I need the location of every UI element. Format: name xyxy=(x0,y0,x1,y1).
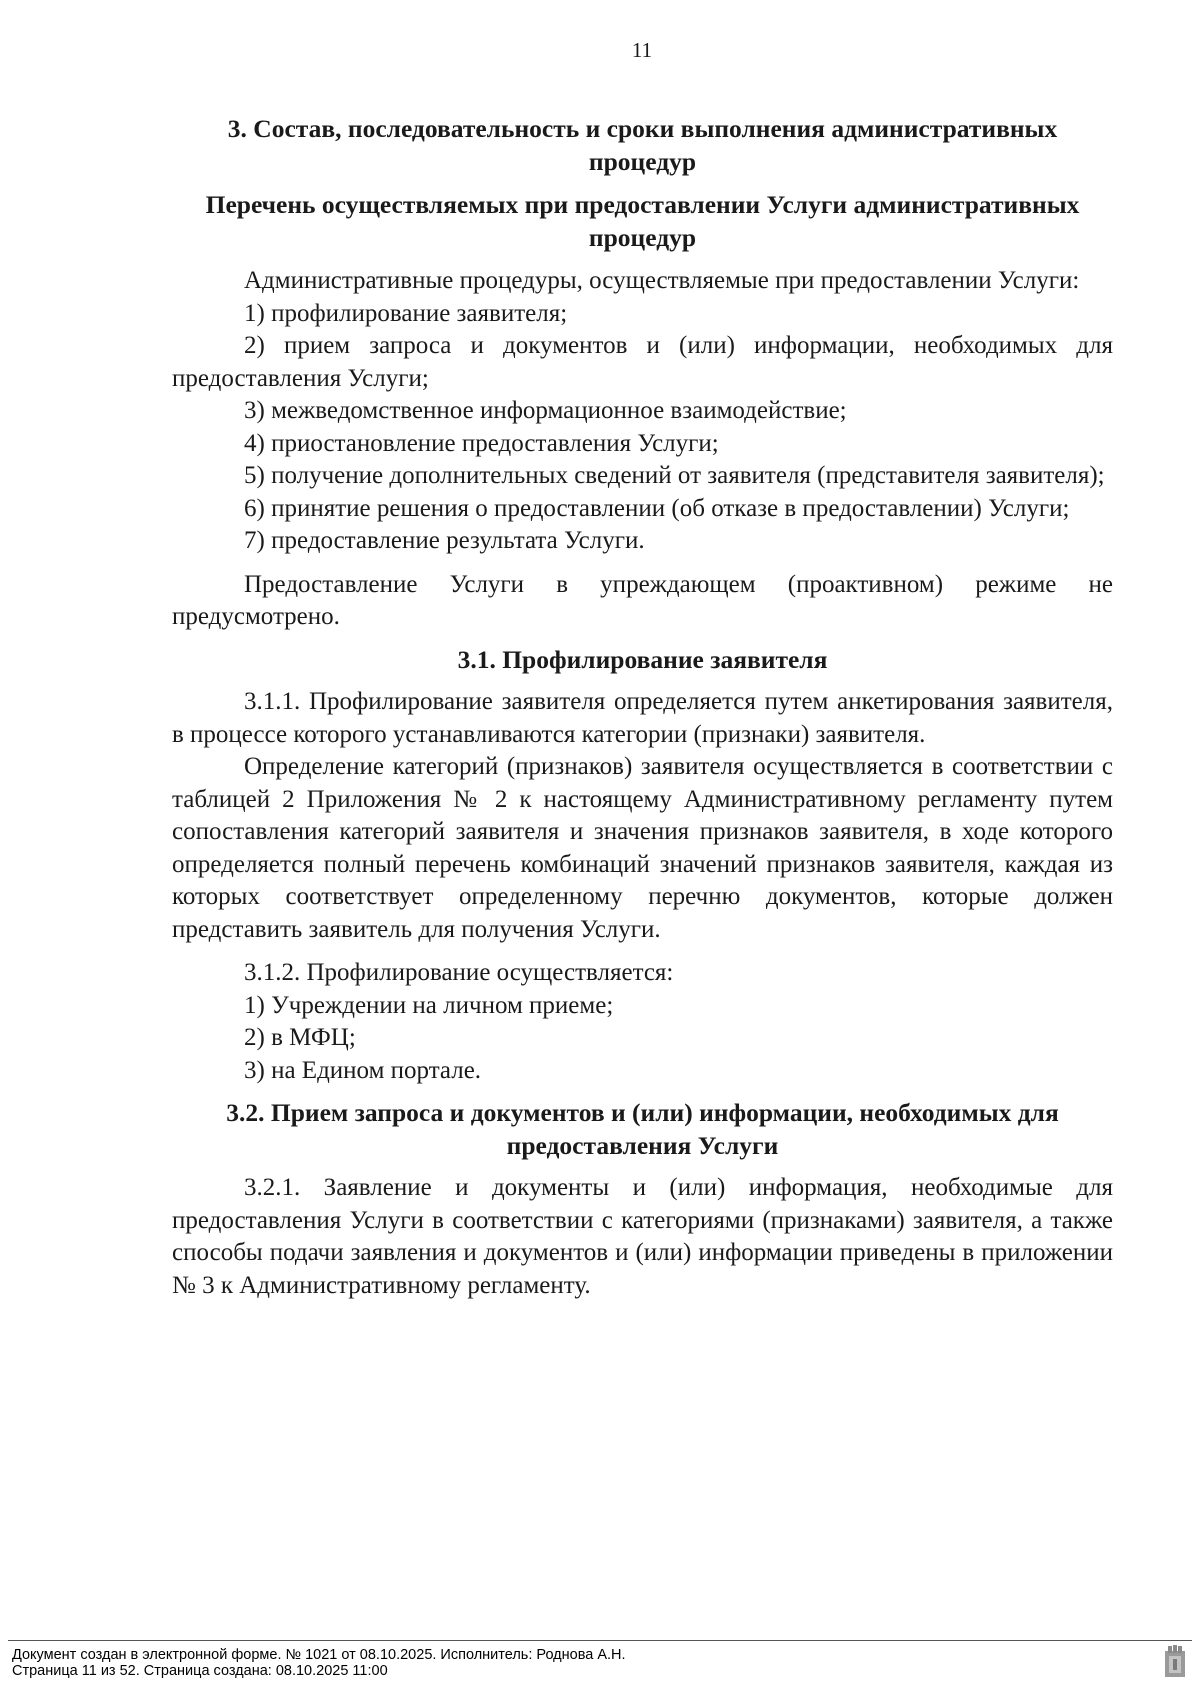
procedure-item: 7) предоставление результата Услуги. xyxy=(244,527,645,554)
proactive-note: Предоставление Услуги в упреждающем (проактивном) режиме не предусмотрено. xyxy=(172,570,1113,630)
section-3-1-2-paragraph: 3.1.2. Профилирование осуществляется: xyxy=(244,959,674,986)
procedure-item: 2) прием запроса и документов и (или) информации, необходимых для предоставления Услуги; xyxy=(172,332,1113,392)
section-3-2-heading: 3.2. Прием запроса и документов и (или) информации, необходимых для предоставления Услуги xyxy=(226,1098,1059,1160)
emblem-icon xyxy=(1164,1645,1186,1679)
section-3-1-1-paragraph: 3.1.1. Профилирование заявителя определяется путем анкетирования заявителя, в процессе которого устанавливаются категории (признаки) заявителя. xyxy=(172,688,1113,748)
document-body xyxy=(172,113,1113,1302)
profiling-place-item: 3) на Едином портале. xyxy=(244,1056,482,1084)
procedure-item: 5) получение дополнительных сведений от заявителя (представителя заявителя); xyxy=(244,462,1105,489)
procedures-list-heading: Перечень осуществляемых при предоставлении Услуги административных процедур xyxy=(205,190,1080,252)
procedure-item: 4) приостановление предоставления Услуги; xyxy=(244,429,719,457)
section-3-heading: 3. Состав, последовательность и сроки выполнения административных процедур xyxy=(227,114,1058,176)
footer-line-2: Страница 11 из 52. Страница создана: 08.10.2025 11:00 xyxy=(12,1663,388,1679)
procedure-item: 1) профилирование заявителя; xyxy=(244,299,568,327)
profiling-place-item: 1) Учреждении на личном приеме; xyxy=(244,991,614,1019)
document-footer xyxy=(12,1647,626,1679)
section-3-1-heading: 3.1. Профилирование заявителя xyxy=(457,644,828,674)
footer-divider xyxy=(8,1640,1192,1641)
section-3-2-1-paragraph: 3.2.1. Заявление и документы и (или) информация, необходимые для предоставления Услуги в соответствии с категориями (признаками) заявителя, а также способы подачи заявления и документов и (или) информации приведены в приложении № 3 к Административному регламенту. xyxy=(172,1174,1113,1299)
profiling-place-item: 2) в МФЦ; xyxy=(244,1024,356,1051)
intro-paragraph: Административные процедуры, осуществляемые при предоставлении Услуги: xyxy=(244,267,1080,294)
procedure-item: 6) принятие решения о предоставлении (об отказе в предоставлении) Услуги; xyxy=(244,494,1070,522)
footer-line-1: Документ создан в электронной форме. № 1021 от 08.10.2025. Исполнитель: Роднова А.Н. xyxy=(12,1647,626,1663)
page-number: 11 xyxy=(631,38,653,62)
procedure-item: 3) межведомственное информационное взаимодействие; xyxy=(244,397,847,424)
section-3-1-categories-paragraph: Определение категорий (признаков) заявителя осуществляется в соответствии с таблицей 2 Приложения № 2 к настоящему Административному регламенту путем сопоставления категорий заявителя и значения признаков заявителя, в ходе которого определяется полный перечень комбинаций значений признаков заявителя, каждая из которых соответствует определенному перечню документов, которые должен представить заявитель для получения Услуги. xyxy=(172,753,1113,943)
